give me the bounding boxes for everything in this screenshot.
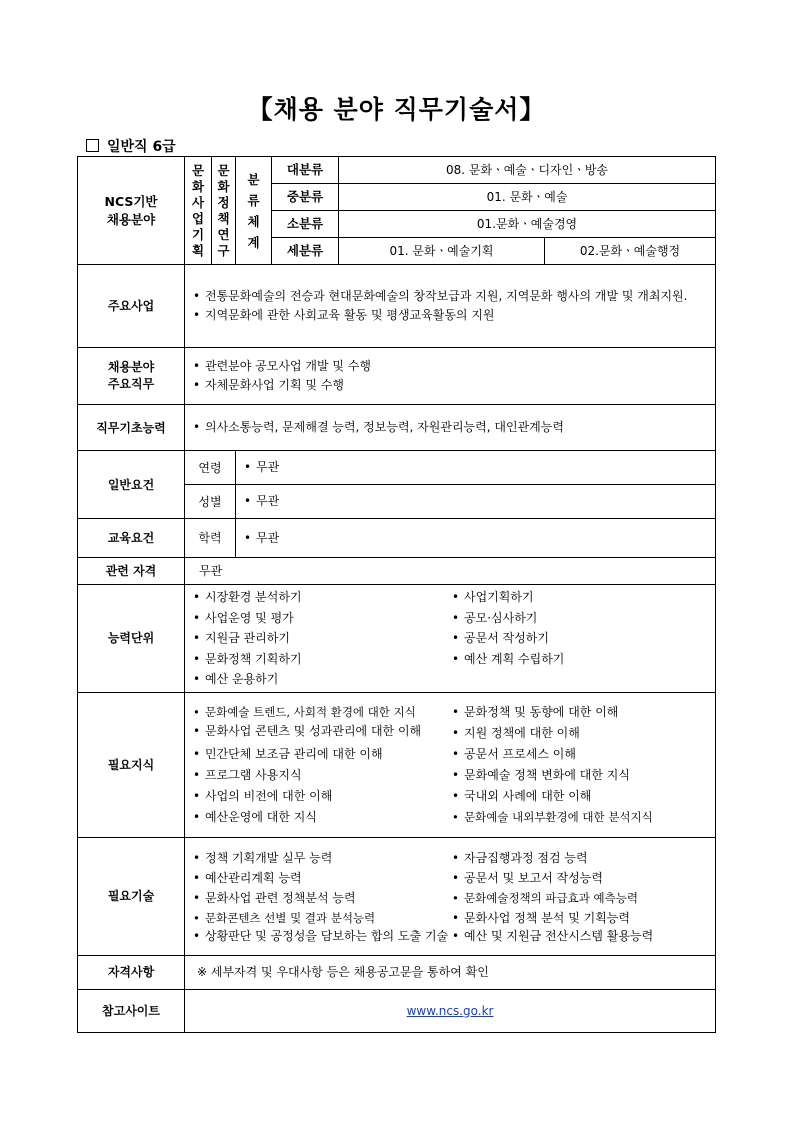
list-item: • 예산 계획 수립하기: [450, 649, 709, 670]
ncs-column-classification-system: 분 류 체 계: [236, 157, 272, 265]
ncs-detail-label: 세분류: [272, 238, 339, 265]
list-item: • 프로그램 사용지식: [191, 766, 450, 785]
list-item: • 문화정책 및 동향에 대한 이해: [450, 703, 709, 722]
job-grade-label: 일반직 6급: [107, 139, 176, 155]
license-value: 무관: [185, 558, 716, 585]
ncs-middle-label: 중분류: [272, 184, 339, 211]
education-requirements-header: 교육요건: [78, 519, 185, 558]
education-value: [236, 519, 716, 558]
list-item: • 문화사업 관련 정책분석 능력: [191, 889, 450, 908]
list-item: • 공모·심사하기: [450, 608, 709, 629]
skills-header: 필요기술: [78, 837, 185, 955]
list-item: • 예산 및 지원금 전산시스템 활용능력: [450, 929, 709, 944]
list-item: • 공문서 작성하기: [450, 628, 709, 649]
ncs-major-label: 대분류: [272, 157, 339, 184]
list-item: • 문화예술 트렌드, 사회적 환경에 대한 지식: [191, 703, 450, 722]
reference-site-link[interactable]: www.ncs.go.kr: [406, 1003, 494, 1018]
list-item: • 사업운영 및 평가: [191, 608, 450, 629]
ncs-detail-value-1: 01. 문화ㆍ예술기획: [339, 238, 545, 265]
qualification-content: ※ 세부자격 및 우대사항 등은 채용공고문을 통하여 확인: [185, 955, 716, 989]
list-item: • 지원 정책에 대한 이해: [450, 724, 709, 743]
main-business-header: 주요사업: [78, 265, 185, 348]
list-item: • 문화콘텐츠 선별 및 결과 분석능력: [191, 909, 450, 928]
ability-units-content: [185, 585, 716, 693]
list-item: • 무관: [242, 492, 709, 511]
reference-site-header: 참고사이트: [78, 989, 185, 1032]
qualification-header: 자격사항: [78, 955, 185, 989]
age-label: 연령: [185, 451, 236, 485]
list-item: • 예산관리계획 능력: [191, 869, 450, 888]
list-item: • 정책 기획개발 실무 능력: [191, 849, 450, 868]
list-item: • 예산운영에 대한 지식: [191, 808, 450, 827]
gender-label: 성별: [185, 485, 236, 519]
list-item: • 무관: [242, 529, 709, 548]
list-item: • 문화사업 콘텐츠 및 성과관리에 대한 이해: [191, 724, 450, 739]
ncs-middle-value: 01. 문화ㆍ예술: [339, 184, 716, 211]
general-requirements-header: 일반요건: [78, 451, 185, 519]
list-item: • 사업의 비전에 대한 이해: [191, 787, 450, 806]
list-item: • 관련분야 공모사업 개발 및 수행: [191, 357, 709, 376]
license-header: 관련 자격: [78, 558, 185, 585]
ncs-column-cultural-project-planning: 문 화 사 업 기 획: [185, 157, 212, 265]
gender-value: [236, 485, 716, 519]
list-item: • 국내외 사례에 대한 이해: [450, 787, 709, 806]
list-item: • 무관: [242, 458, 709, 477]
list-item: • 상황판단 및 공정성을 담보하는 합의 도출 기술: [191, 929, 450, 944]
ncs-minor-label: 소분류: [272, 211, 339, 238]
list-item: • 의사소통능력, 문제해결 능력, 정보능력, 자원관리능력, 대인관계능력: [191, 418, 709, 437]
list-item: • 문화예술정책의 파급효과 예측능력: [450, 889, 709, 908]
main-duty-content: [185, 348, 716, 405]
list-item: • 공문서 및 보고서 작성능력: [450, 869, 709, 888]
list-item: • 지원금 관리하기: [191, 628, 450, 649]
list-item: • 자체문화사업 기획 및 수행: [191, 376, 709, 395]
ncs-category-header: NCS기반 채용분야: [78, 157, 185, 265]
list-item: • 예산 운용하기: [191, 669, 450, 690]
ability-units-header: 능력단위: [78, 585, 185, 693]
knowledge-content: [185, 692, 716, 837]
list-item: • 시장환경 분석하기: [191, 587, 450, 608]
age-value: [236, 451, 716, 485]
ncs-major-value: 08. 문화ㆍ예술ㆍ디자인ㆍ방송: [339, 157, 716, 184]
ncs-detail-value-2: 02.문화ㆍ예술행정: [545, 238, 716, 265]
ncs-minor-value: 01.문화ㆍ예술경영: [339, 211, 716, 238]
document-title: 【채용 분야 직무기술서】: [247, 95, 546, 124]
main-business-content: [185, 265, 716, 348]
job-grade-heading: [86, 136, 176, 156]
reference-site-cell: [185, 989, 716, 1032]
basic-ability-header: 직무기초능력: [78, 405, 185, 451]
list-item: • 지역문화에 관한 사회교육 활동 및 평생교육활동의 지원: [191, 306, 709, 325]
checkbox-icon: [86, 139, 99, 152]
education-label: 학력: [185, 519, 236, 558]
list-item: • 문화사업 정책 분석 및 기획능력: [450, 909, 709, 928]
list-item: • 민간단체 보조금 관리에 대한 이해: [191, 745, 450, 764]
list-item: • 문화예술 내외부환경에 대한 분석지식: [450, 808, 709, 827]
ncs-column-cultural-policy-research: 문 화 정 책 연 구: [212, 157, 236, 265]
job-description-table: [77, 156, 716, 1033]
list-item: • 문화예술 정책 변화에 대한 지식: [450, 766, 709, 785]
basic-ability-content: [185, 405, 716, 451]
list-item: • 전통문화예술의 전승과 현대문화예술의 창작보급과 지원, 지역문화 행사의 개발 및 개최지원.: [191, 287, 709, 306]
main-duty-header: 채용분야 주요직무: [78, 348, 185, 405]
knowledge-header: 필요지식: [78, 692, 185, 837]
list-item: • 공문서 프로세스 이해: [450, 745, 709, 764]
list-item: • 문화정책 기획하기: [191, 649, 450, 670]
skills-content: [185, 837, 716, 955]
list-item: • 사업기획하기: [450, 587, 709, 608]
list-item: • 자금집행과정 점검 능력: [450, 849, 709, 868]
